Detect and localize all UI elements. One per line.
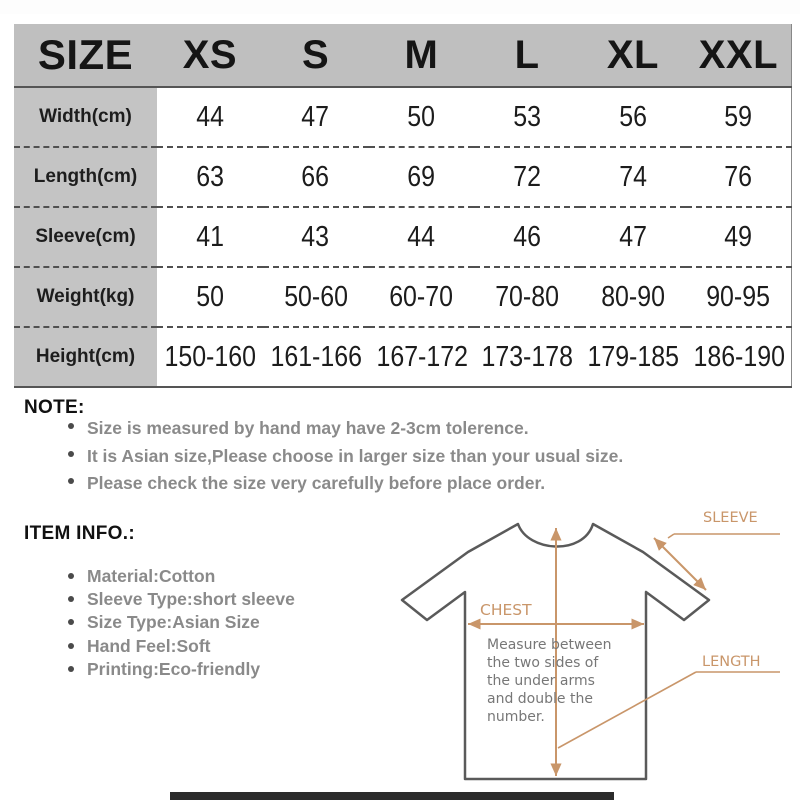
table-row-length <box>14 147 792 207</box>
row-label-width: Width(cm) <box>14 87 157 147</box>
measure-text-line: the under arms <box>487 673 595 689</box>
list-item: Sleeve Type:short sleeve <box>66 589 295 612</box>
table-cell: 186-190 <box>686 327 792 387</box>
list-item: Size Type:Asian Size <box>66 612 295 635</box>
item-info-title: ITEM INFO.: <box>24 523 135 544</box>
table-cell: 56 <box>580 87 686 147</box>
row-label-height: Height(cm) <box>14 327 157 387</box>
table-cell: 43 <box>263 207 369 267</box>
chest-label: CHEST <box>480 601 532 619</box>
table-row-sleeve <box>14 207 792 267</box>
table-cell: 50 <box>369 87 475 147</box>
item-info-list <box>66 566 295 682</box>
bullet-dot-icon <box>68 619 74 625</box>
table-cell: 74 <box>580 147 686 207</box>
table-cell: 47 <box>580 207 686 267</box>
size-corner-header: SIZE <box>14 24 157 87</box>
table-cell: 150-160 <box>157 327 263 387</box>
table-cell: 161-166 <box>263 327 369 387</box>
bullet-dot-icon <box>68 423 74 429</box>
table-cell: 80-90 <box>580 267 686 327</box>
row-label-weight: Weight(kg) <box>14 267 157 327</box>
size-chart-table <box>14 24 792 388</box>
bullet-dot-icon <box>68 478 74 484</box>
table-cell: 44 <box>157 87 263 147</box>
table-cell: 70-80 <box>474 267 580 327</box>
table-cell: 179-185 <box>580 327 686 387</box>
bullet-dot-icon <box>68 596 74 602</box>
top-strip <box>0 0 800 14</box>
bullet-dot-icon <box>68 643 74 649</box>
measure-text-line: number. <box>487 709 545 725</box>
table-cell: 66 <box>263 147 369 207</box>
table-cell: 173-178 <box>474 327 580 387</box>
size-header-l: L <box>474 24 580 87</box>
table-cell: 167-172 <box>369 327 475 387</box>
tshirt-measurement-diagram <box>398 504 783 789</box>
table-cell: 72 <box>474 147 580 207</box>
table-cell: 47 <box>263 87 369 147</box>
table-row-width <box>14 87 792 147</box>
table-cell: 53 <box>474 87 580 147</box>
size-header-row <box>14 24 792 87</box>
table-cell: 90-95 <box>686 267 792 327</box>
list-item: It is Asian size,Please choose in larger size than your usual size. <box>66 444 623 472</box>
bullet-dot-icon <box>68 573 74 579</box>
note-title: NOTE: <box>24 397 85 418</box>
list-item: Printing:Eco-friendly <box>66 659 295 682</box>
bottom-photo-strip <box>170 792 614 800</box>
list-item: Hand Feel:Soft <box>66 636 295 659</box>
table-cell: 49 <box>686 207 792 267</box>
list-item: Size is measured by hand may have 2-3cm tolerence. <box>66 416 623 444</box>
sleeve-label: SLEEVE <box>703 510 758 526</box>
row-label-length: Length(cm) <box>14 147 157 207</box>
table-cell: 60-70 <box>369 267 475 327</box>
length-label: LENGTH <box>702 654 761 670</box>
table-cell: 59 <box>686 87 792 147</box>
table-cell: 76 <box>686 147 792 207</box>
list-item: Please check the size very carefully before place order. <box>66 471 623 499</box>
measure-text-line: the two sides of <box>487 655 599 671</box>
size-header-xl: XL <box>580 24 686 87</box>
list-item: Material:Cotton <box>66 566 295 589</box>
table-row-weight <box>14 267 792 327</box>
table-cell: 50 <box>157 267 263 327</box>
bullet-dot-icon <box>68 666 74 672</box>
measure-text-line: Measure between <box>487 637 612 653</box>
size-header-xxl: XXL <box>686 24 792 87</box>
note-list <box>66 416 623 499</box>
measure-text-line: and double the <box>487 691 593 707</box>
table-cell: 69 <box>369 147 475 207</box>
table-cell: 41 <box>157 207 263 267</box>
table-cell: 63 <box>157 147 263 207</box>
table-cell: 44 <box>369 207 475 267</box>
row-label-sleeve: Sleeve(cm) <box>14 207 157 267</box>
size-header-xs: XS <box>157 24 263 87</box>
sleeve-leader-tick <box>668 534 674 538</box>
size-header-m: M <box>369 24 475 87</box>
table-cell: 46 <box>474 207 580 267</box>
table-cell: 50-60 <box>263 267 369 327</box>
size-header-s: S <box>263 24 369 87</box>
bullet-dot-icon <box>68 451 74 457</box>
table-row-height <box>14 327 792 387</box>
